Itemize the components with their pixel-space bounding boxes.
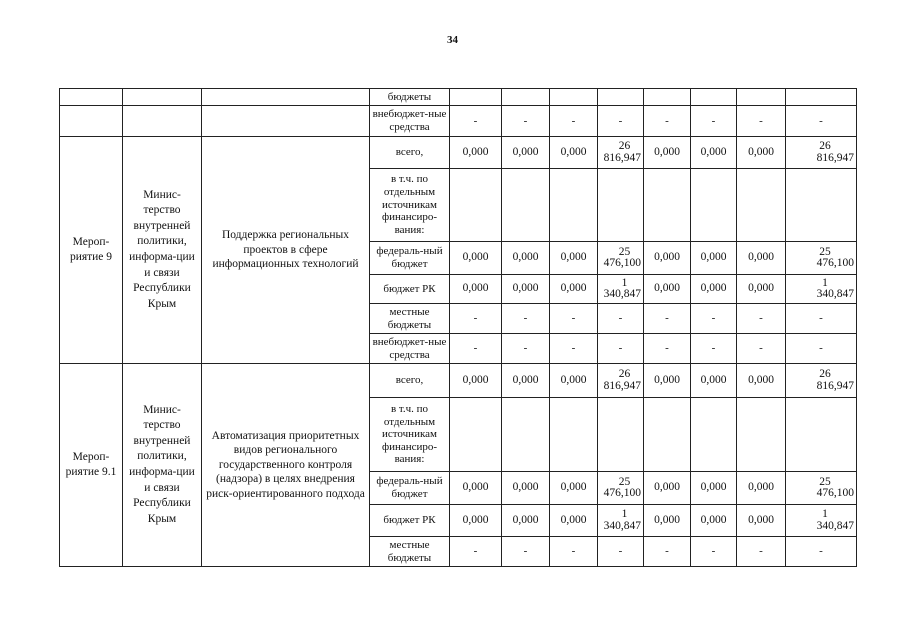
project-name: Поддержка региональных проектов в сфере информационных технологий — [202, 137, 370, 364]
value-cell: 0,000 — [644, 275, 691, 304]
value-cell: 0,000 — [644, 505, 691, 537]
value-part-high: 1 — [621, 508, 628, 520]
value-cell: 0,000 — [450, 275, 502, 304]
value-cell: - — [502, 304, 550, 334]
value-cell — [502, 169, 550, 242]
value-cell — [691, 169, 737, 242]
value-cell — [450, 89, 502, 106]
value-part-low: 340,847 — [603, 519, 641, 532]
value-cell: - — [550, 106, 598, 137]
value-cell: - — [450, 537, 502, 567]
empty-cell — [60, 106, 123, 137]
value-cell: 0,000 — [644, 472, 691, 505]
value-part-high: 1 — [822, 508, 828, 520]
value-cell — [786, 169, 857, 242]
value-part-high: 25 — [819, 245, 831, 258]
value-cell: 0,000 — [550, 505, 598, 537]
value-cell: 0,000 — [550, 364, 598, 398]
value-cell — [786, 364, 857, 398]
value-cell: - — [691, 537, 737, 567]
value-cell — [598, 169, 644, 242]
funding-source: в т.ч. по отдельным источникам финансиро-вания: — [370, 169, 450, 242]
value-cell: - — [644, 537, 691, 567]
value-cell: - — [644, 106, 691, 137]
value-cell — [786, 137, 857, 169]
value-part-low: 816,947 — [816, 379, 854, 392]
value-cell — [786, 505, 857, 537]
value-cell: - — [598, 537, 644, 567]
value-part-low: 816,947 — [603, 379, 641, 392]
value-part-low: 816,947 — [816, 151, 854, 164]
value-part-high: 26 — [819, 140, 831, 152]
value-cell: - — [502, 334, 550, 364]
funding-source: внебюджет-ные средства — [370, 106, 450, 137]
value-cell: 0,000 — [737, 505, 786, 537]
value-part-low: 476,100 — [603, 487, 641, 499]
value-cell: - — [737, 334, 786, 364]
value-cell: 0,000 — [502, 364, 550, 398]
value-cell: 0,000 — [550, 472, 598, 505]
empty-cell — [123, 89, 202, 106]
funding-source: внебюджет-ные средства — [370, 334, 450, 364]
value-cell — [598, 472, 644, 505]
table-row — [60, 106, 857, 137]
value-cell — [502, 89, 550, 106]
value-cell: 0,000 — [737, 242, 786, 275]
value-part-low: 476,100 — [816, 487, 854, 499]
value-cell: - — [786, 537, 857, 567]
table-row — [60, 364, 857, 398]
value-cell: 0,000 — [691, 137, 737, 169]
value-part-low: 340,847 — [603, 288, 641, 300]
value-cell: 0,000 — [550, 242, 598, 275]
value-cell: - — [786, 304, 857, 334]
value-cell: 0,000 — [450, 242, 502, 275]
funding-source: всего, — [370, 364, 450, 398]
value-cell: - — [598, 106, 644, 137]
value-cell — [644, 89, 691, 106]
value-cell — [644, 398, 691, 472]
value-cell — [691, 398, 737, 472]
value-cell: - — [691, 334, 737, 364]
value-cell — [550, 398, 598, 472]
value-cell: 0,000 — [502, 242, 550, 275]
value-cell: 0,000 — [502, 137, 550, 169]
executor-name: Минис-терство внутренней политики, информа-ции и связи Республики Крым — [123, 137, 202, 364]
value-cell: 0,000 — [550, 275, 598, 304]
value-cell: - — [786, 334, 857, 364]
value-cell: 0,000 — [644, 242, 691, 275]
empty-cell — [123, 106, 202, 137]
value-part-high: 26 — [618, 368, 631, 380]
value-cell — [786, 472, 857, 505]
value-cell: - — [450, 334, 502, 364]
value-cell — [598, 275, 644, 304]
event-name: Мероп-риятие 9.1 — [60, 364, 123, 567]
value-cell — [737, 89, 786, 106]
event-name: Мероп-риятие 9 — [60, 137, 123, 364]
value-cell: 0,000 — [691, 275, 737, 304]
funding-source: бюджет РК — [370, 275, 450, 304]
value-cell: 0,000 — [502, 472, 550, 505]
funding-source: местные бюджеты — [370, 304, 450, 334]
value-cell: 0,000 — [450, 472, 502, 505]
value-cell: 0,000 — [450, 505, 502, 537]
value-cell: 0,000 — [450, 137, 502, 169]
funding-source: федераль-ный бюджет — [370, 472, 450, 505]
project-name: Автоматизация приоритетных видов регионального государственного контроля (надзора) в целях внедрения риск-ориентированного подхода — [202, 364, 370, 567]
value-cell: 0,000 — [737, 275, 786, 304]
value-cell: - — [644, 334, 691, 364]
value-cell — [786, 89, 857, 106]
value-cell: 0,000 — [737, 472, 786, 505]
value-cell — [550, 169, 598, 242]
value-cell — [598, 505, 644, 537]
value-cell: - — [737, 537, 786, 567]
budget-table — [59, 88, 857, 567]
value-cell: - — [737, 106, 786, 137]
value-cell — [786, 275, 857, 304]
value-part-high: 25 — [618, 245, 631, 258]
empty-cell — [60, 89, 123, 106]
value-cell: - — [450, 106, 502, 137]
value-part-high: 25 — [618, 475, 631, 488]
funding-source: всего, — [370, 137, 450, 169]
value-cell — [598, 137, 644, 169]
value-cell: - — [644, 304, 691, 334]
value-cell: - — [691, 304, 737, 334]
value-cell — [450, 398, 502, 472]
value-cell: 0,000 — [691, 472, 737, 505]
value-cell: - — [450, 304, 502, 334]
value-part-low: 476,100 — [603, 257, 641, 269]
funding-source: бюджеты — [370, 89, 450, 106]
value-part-high: 1 — [621, 276, 628, 289]
table-row — [60, 137, 857, 169]
value-cell: - — [691, 106, 737, 137]
value-cell: - — [598, 304, 644, 334]
value-cell: 0,000 — [502, 275, 550, 304]
value-cell: 0,000 — [691, 242, 737, 275]
value-cell — [786, 242, 857, 275]
value-part-high: 25 — [819, 475, 831, 488]
value-cell — [737, 398, 786, 472]
value-cell: - — [550, 304, 598, 334]
value-cell — [598, 364, 644, 398]
value-cell: 0,000 — [737, 137, 786, 169]
page-number: 34 — [447, 34, 458, 46]
value-cell: 0,000 — [691, 505, 737, 537]
value-cell: - — [550, 537, 598, 567]
value-cell: - — [786, 106, 857, 137]
value-cell — [786, 398, 857, 472]
value-cell: 0,000 — [550, 137, 598, 169]
value-cell: 0,000 — [737, 364, 786, 398]
value-cell: 0,000 — [450, 364, 502, 398]
value-cell: 0,000 — [644, 137, 691, 169]
value-cell — [598, 398, 644, 472]
value-cell: 0,000 — [644, 364, 691, 398]
executor-name: Минис-терство внутренней политики, информа-ции и связи Республики Крым — [123, 364, 202, 567]
value-cell — [450, 169, 502, 242]
value-part-high: 1 — [822, 276, 828, 289]
value-cell — [598, 89, 644, 106]
funding-source: бюджет РК — [370, 505, 450, 537]
value-cell: 0,000 — [691, 364, 737, 398]
value-cell: - — [502, 537, 550, 567]
funding-source: местные бюджеты — [370, 537, 450, 567]
value-part-low: 340,847 — [816, 519, 854, 532]
empty-cell — [202, 106, 370, 137]
funding-source: федераль-ный бюджет — [370, 242, 450, 275]
value-cell: 0,000 — [502, 505, 550, 537]
value-cell: - — [598, 334, 644, 364]
value-cell — [550, 89, 598, 106]
value-cell — [737, 169, 786, 242]
funding-source: в т.ч. по отдельным источникам финансиро-вания: — [370, 398, 450, 472]
value-cell — [598, 242, 644, 275]
empty-cell — [202, 89, 370, 106]
value-cell — [502, 398, 550, 472]
value-part-high: 26 — [819, 368, 831, 380]
value-cell: - — [550, 334, 598, 364]
value-cell: - — [502, 106, 550, 137]
value-part-low: 476,100 — [816, 257, 854, 269]
value-part-low: 816,947 — [603, 151, 641, 164]
table-row — [60, 89, 857, 106]
value-part-low: 340,847 — [816, 288, 854, 300]
value-cell: - — [737, 304, 786, 334]
value-cell — [644, 169, 691, 242]
value-part-high: 26 — [618, 140, 631, 152]
value-cell — [691, 89, 737, 106]
